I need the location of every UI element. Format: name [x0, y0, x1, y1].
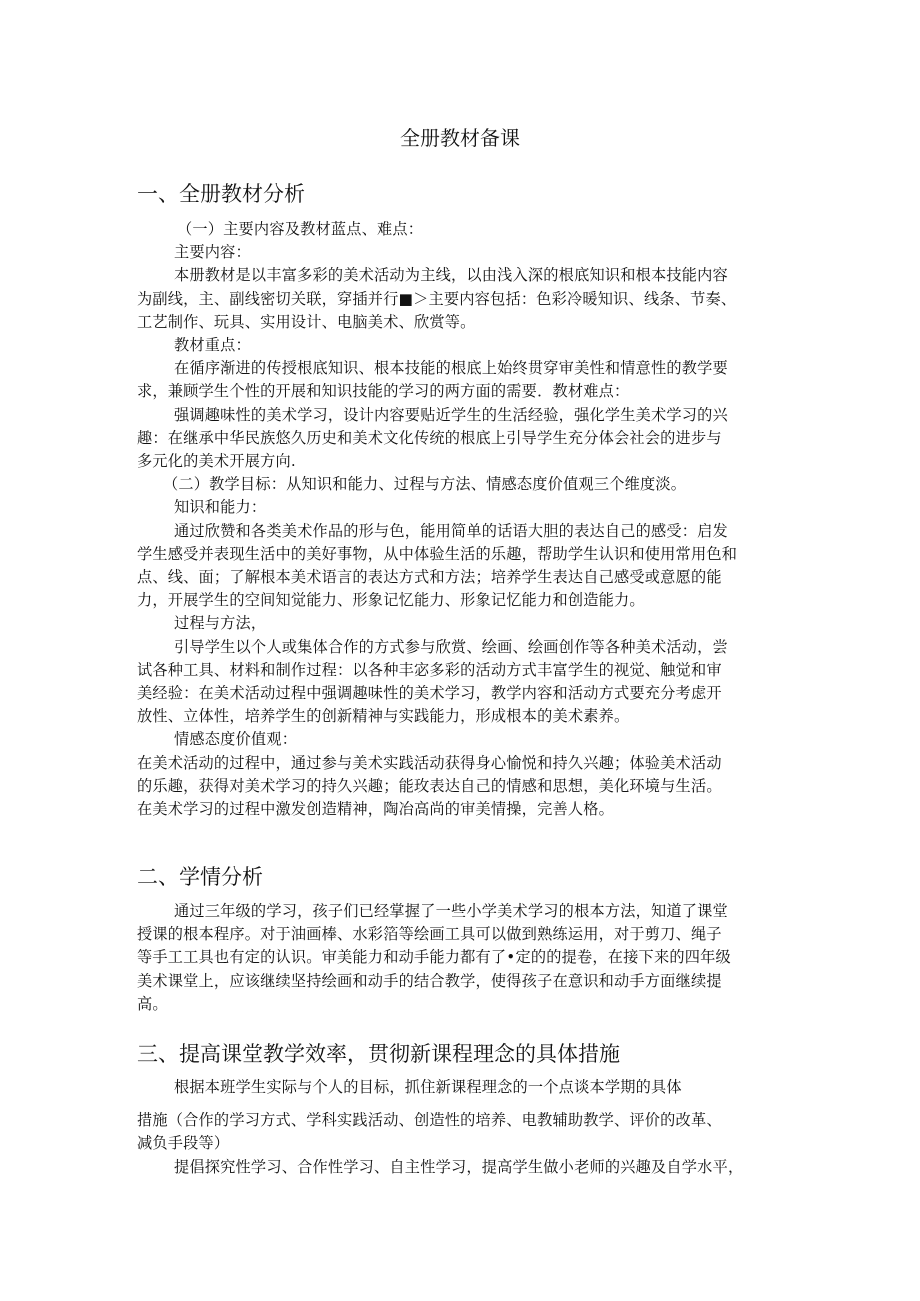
- body-line: （一）主要内容及教材蓝点、难点：: [177, 220, 424, 238]
- body-line: 为副线，主、副线密切关联，穿插并行■＞主要内容包括：色彩冷暖知识、线条、节奏、: [137, 289, 737, 308]
- section-body-measures: [137, 1076, 797, 1179]
- body-line: 情感态度价值观：: [174, 730, 298, 749]
- body-line: 美术课堂上，应该继续坚持绘画和动手的结合教学，使得孩子在意识和动手方面继续提: [137, 971, 722, 990]
- section-body-learning: [137, 900, 797, 1016]
- body-line: 引导学生以个人或集体合作的方式参与欣赏、绘画、绘画创作等各种美术活动，尝: [174, 637, 728, 656]
- body-line: 提倡探究性学习、合作性学习、自主性学习，提高学生做小老师的兴趣及自学水平，: [174, 1157, 744, 1176]
- body-line: 在美术学习的过程中激发创造精神，陶冶高尚的审美情操，完善人格。: [137, 800, 615, 819]
- body-line: 求，兼顾学生个性的开展和知识技能的学习的两方面的需要．教材难点：: [137, 382, 630, 401]
- body-line: 通过三年级的学习，孩子们已经掌握了一些小学美术学习的根本方法，知道了课堂: [174, 902, 728, 920]
- body-line: 强调趣味性的美术学习，设计内容要贴近学生的生活经验，强化学生美术学习的兴: [174, 405, 728, 424]
- body-line: 通过欣赞和各类美术作品的形与色，能用简单的话语大胆的表达自己的感受：启发: [174, 521, 728, 540]
- document-title: 全册教材备课: [400, 126, 520, 150]
- body-line: 减负手段等）: [137, 1134, 230, 1153]
- body-line: 在循序渐进的传授根底知识、根本技能的根底上始终贯穿审美性和情意性的教学要: [174, 359, 728, 378]
- body-line: 的乐趣，获得对美术学习的持久兴趣；能玫表达自己的情感和思想，美化环境与生活。: [137, 776, 722, 795]
- body-line: 主要内容：: [174, 243, 251, 262]
- body-line: 知识和能力：: [174, 498, 267, 517]
- body-line: 学生感受并表现生活中的美好事物，从中体验生活的乐趣，帮助学生认识和使用常用色和: [137, 544, 738, 563]
- body-line: 多元化的美术开展方向.: [137, 452, 296, 471]
- body-line: 力，开展学生的空间知觉能力、形象记忆能力、形象记忆能力和创造能力。: [137, 591, 645, 610]
- body-line: 等手工工具也有定的认识。审美能力和动手能力都有了•定的的提卷，在接下来的四年级: [137, 948, 731, 967]
- body-line: 过程与方法，: [174, 614, 267, 633]
- body-line: 高。: [137, 994, 168, 1013]
- body-line: 教材重点：: [174, 336, 251, 355]
- body-line: （二）教学目标：从知识和能力、过程与方法、情感态度价值观三个维度淡。: [163, 475, 687, 494]
- body-line: 在美术活动的过程中，通过参与美术实践活动获得身心愉悦和持久兴趣；体验美术活动: [137, 753, 722, 772]
- body-line: 放性、立体性，培养学生的创新精神与实践能力，形成根本的美术素养。: [137, 707, 630, 726]
- body-line: 点、线、面；了解根本美术语言的表达方式和方法；培养学生表达自己感受或意愿的能: [137, 568, 722, 587]
- section-heading-learning: 二、学情分析: [137, 865, 263, 889]
- section-heading-measures: 三、提高课堂教学效率，贯彻新课程理念的具体措施: [137, 1042, 620, 1066]
- body-line: 授课的根本程序。对于油画棒、水彩箔等绘画工具可以做到熟练运用，对于剪刀、绳子: [137, 925, 722, 944]
- body-line: 美经验：在美术活动过程中强调趣味性的美术学习，教学内容和活动方式要充分考虑开: [137, 684, 722, 703]
- body-line: 趣：在继承中华民族悠久历史和美术文化传统的根底上引导学生充分体会社会的进步与: [137, 428, 722, 447]
- body-line: 工艺制作、玩具、实用设计、电脑美术、欣赏等。: [137, 312, 476, 331]
- body-line: 本册教材是以丰富多彩的美术活动为主线，以由浅入深的根底知识和根本技能内容: [174, 266, 728, 285]
- section-body-analysis: [137, 218, 797, 821]
- body-line: 根据本班学生实际与个人的目标，抓住新课程理念的一个点谈本学期的具体: [174, 1078, 682, 1096]
- body-line: 措施（合作的学习方式、学科实践活动、创造性的培养、电教辅助教学、评价的改革、: [137, 1111, 722, 1130]
- section-heading-analysis: 一、全册教材分析: [137, 182, 305, 206]
- body-line: 试各种工具、材料和制作过程：以各种丰宓多彩的活动方式丰富学生的视觉、触觉和审: [137, 660, 722, 679]
